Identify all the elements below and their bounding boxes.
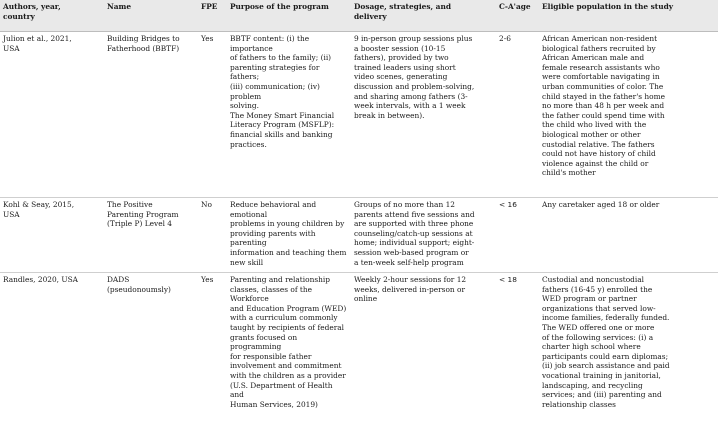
cell-eligible-population: Custodial and noncustodial fathers (16-45 y) enrolled the WED program or partner organizations that served low- income families, federally funded. The WED offered one or more of the following services: (i) a charter high school where participants could earn diplomas; (ii) job search assistance and paid vocational training in janitorial, landscaping, and recycling services; and (iii) parenting and relationship classes <box>542 275 670 409</box>
table-row <box>0 198 718 273</box>
cell-fpe: Yes <box>201 34 214 43</box>
cell-purpose: Reduce behavioral and emotional problems in young children by providing parents with parenting information and teaching them new skill <box>230 200 347 267</box>
cell-eligible-population: Any caretaker aged 18 or older <box>542 200 660 209</box>
cell-name: DADS (pseudonoumsly) <box>107 275 171 294</box>
header-child-age: C-A'age <box>499 2 531 11</box>
header-authors: Authors, year, country <box>3 2 61 21</box>
cell-authors: Kohl & Seay, 2015, USA <box>3 200 75 219</box>
cell-fpe: No <box>201 200 212 209</box>
cell-dosage: Groups of no more than 12 parents attend five sessions and are supported with three phone counseling/catch-up sessions at home; individual support; eight- session web-based program or a ten-week self-help program <box>354 200 475 267</box>
cell-dosage: 9 in-person group sessions plus a booster session (10-15 fathers), provided by two trained leaders using short video scenes, generating discussion and problem-solving, and sharing among fathers (3- week intervals, with a 1 week break in between). <box>354 34 475 120</box>
table-header-row <box>0 0 718 32</box>
table-row <box>0 32 718 198</box>
cell-purpose: Parenting and relationship classes, classes of the Workforce and Education Program (WED) with a curriculum commonly taught by recipients of federal grants focused on programming for responsible father involvement and commitment with the children as a provider (U.S. Department of Health and Human Services, 2019) <box>230 275 347 409</box>
header-fpe: FPE <box>201 2 218 11</box>
cell-child-age: 2-6 <box>499 34 511 43</box>
cell-authors: Julion et al., 2021, USA <box>3 34 72 53</box>
cell-dosage: Weekly 2-hour sessions for 12 weeks, delivered in-person or online <box>354 275 467 304</box>
cell-name: The Positive Parenting Program (Triple P) Level 4 <box>107 200 179 229</box>
header-dosage: Dosage, strategies, and delivery <box>354 2 451 21</box>
header-eligible-population: Eligible population in the study <box>542 2 674 11</box>
cell-child-age: < 16 <box>499 200 517 209</box>
cell-authors: Randles, 2020, USA <box>3 275 78 284</box>
cell-eligible-population: African American non-resident biological fathers recruited by African American male and female research assistants who were comfortable navigating in urban communities of color. The child stayed in the father's home no more than 48 h per week and the father could spend time with the child who lived with the biological mother or other custodial relative. The fathers could not have history of child violence against the child or child's mother <box>542 34 665 178</box>
cell-name: Building Bridges to Fatherhood (BBTF) <box>107 34 180 53</box>
cell-child-age: < 18 <box>499 275 517 284</box>
cell-purpose: BBTF content: (i) the importance of fathers to the family; (ii) parenting strategies for fathers; (iii) communication; (iv) problem solving. The Money Smart Financial Literacy Program (MSFLP): financial skills and banking practices. <box>230 34 335 149</box>
header-purpose: Purpose of the program <box>230 2 329 11</box>
header-name: Name <box>107 2 132 11</box>
cell-fpe: Yes <box>201 275 214 284</box>
table-row <box>0 273 718 411</box>
